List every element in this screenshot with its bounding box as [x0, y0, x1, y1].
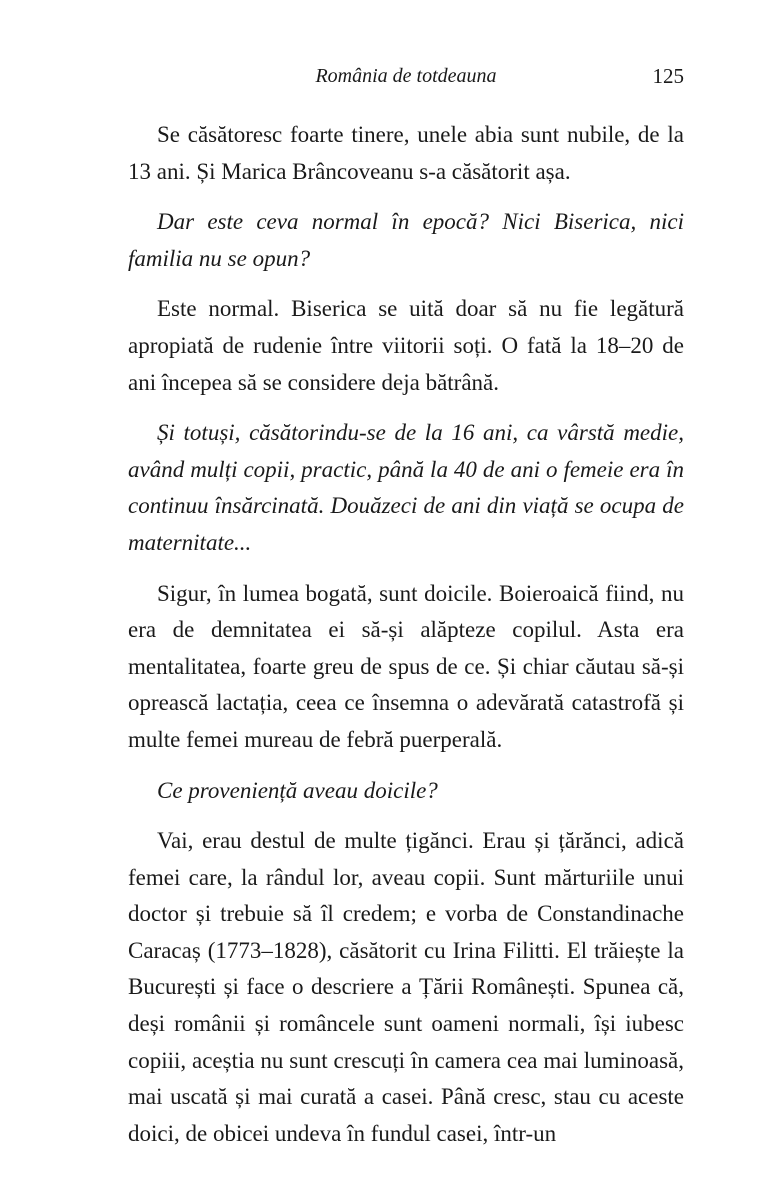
paragraph-answer-2: Este normal. Biserica se uită doar să nu fie legătură apropiată de rudenie între viitorii soți. O fată la 18–20 de ani începea să se considere deja bătrână.: [128, 296, 684, 395]
running-head: [128, 60, 684, 92]
paragraph-answer-4: Vai, erau destul de multe țigănci. Erau și țărănci, adică femei care, la rândul lor, aveau copii. Sunt mărturiile unui doctor și trebuie să îl credem; e vorba de Constandinache Caracaș (1773–1828), căsătorit cu Irina Filitti. El trăiește la București și face o descriere a Țării Românești. Spunea că, deși românii și româncele sunt oameni normali, își iubesc copiii, aceștia nu sunt crescuți în camera cea mai luminoasă, mai uscată și mai curată a casei. Până cresc, stau cu aceste doici, de obicei undeva în fundul casei, într-un: [128, 828, 684, 1146]
paragraph-answer-3: Sigur, în lumea bogată, sunt doicile. Boieroaică fiind, nu era de demnitatea ei să-și alăpteze copilul. Asta era mentalitatea, foarte greu de spus de ce. Și chiar căutau să-și oprească lactația, ceea ce însemna o adevărată catastrofă și multe femei mureau de febră puerperală.: [128, 580, 684, 752]
paragraph-question-1: Dar este ceva normal în epocă? Nici Biserica, nici familia nu se opun?: [128, 209, 684, 271]
body-text: [128, 117, 684, 1166]
running-title: România de totdeauna: [315, 65, 497, 87]
paragraph-question-2: Și totuși, căsătorindu-se de la 16 ani, ca vârstă medie, având mulți copii, practic, până la 40 de ani o femeie era în continuu însărcinată. Douăzeci de ani din viață se ocupa de maternitate...: [128, 420, 684, 555]
paragraph-question-3: Ce proveniență aveau doicile?: [157, 777, 438, 803]
page-number: 125: [652, 64, 684, 88]
paragraph-answer-1: Se căsătoresc foarte tinere, unele abia sunt nubile, de la 13 ani. Și Marica Brâncoveanu s-a căsătorit așa.: [128, 122, 684, 184]
